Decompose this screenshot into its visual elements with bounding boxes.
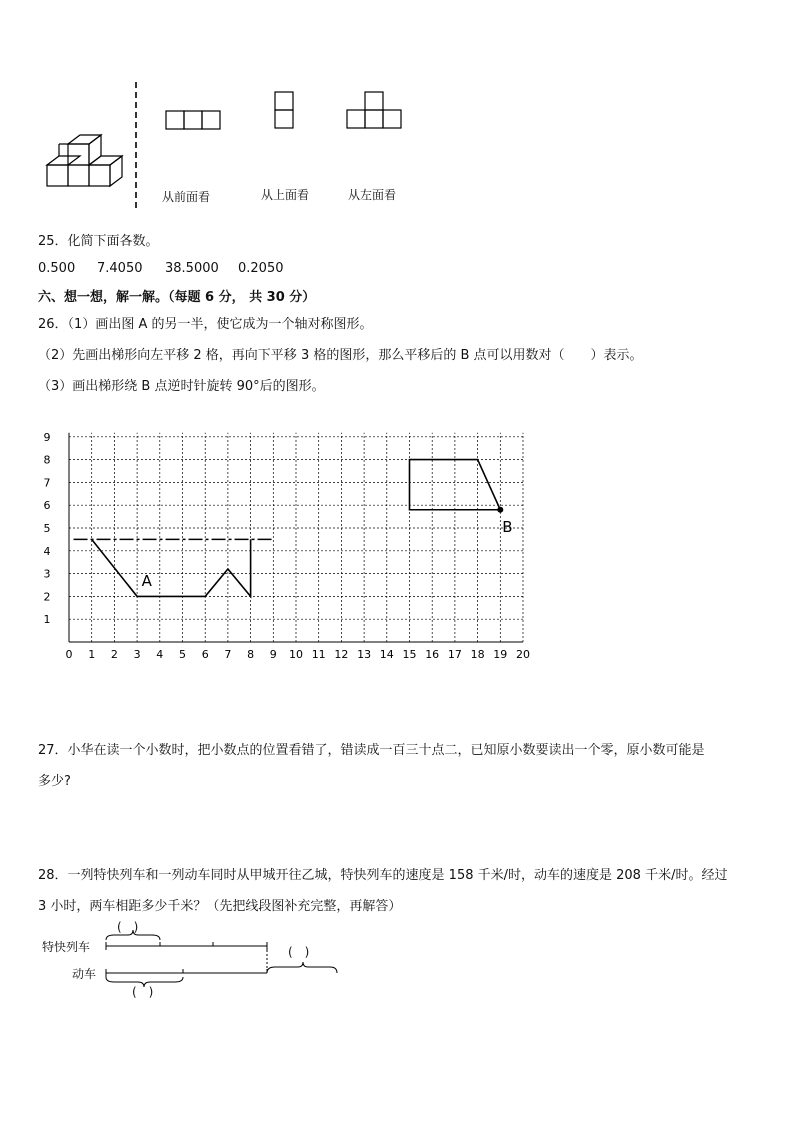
train2-label: 动车 (72, 967, 97, 981)
top-view-label: 从上面看 (261, 188, 310, 202)
y-tick-label: 6 (43, 499, 51, 513)
coordinate-grid (30, 405, 550, 660)
x-tick-label: 1 (88, 648, 96, 660)
x-tick-label: 4 (156, 648, 164, 660)
x-tick-label: 20 (516, 648, 530, 660)
x-tick-label: 0 (65, 648, 73, 660)
q28-line2: 3 小时，两车相距多少千米？（先把线段图补充完整，再解答） (38, 899, 402, 914)
x-tick-label: 7 (224, 648, 232, 660)
q26-line1: 26．（1）画出图 A 的另一半，使它成为一个轴对称图形。 (38, 317, 373, 332)
q28-line1: 28．一列特快列车和一列动车同时从甲城开往乙城，特快列车的速度是 158 千米/时，动车的速度是 208 千米/时。经过 (38, 868, 728, 883)
q25-number-4: 0.2050 (238, 261, 284, 276)
front-view-label: 从前面看 (162, 190, 211, 204)
blank-bracket-bottom: ( ) (132, 985, 154, 999)
y-tick-label: 8 (43, 453, 51, 467)
front-view-figure (165, 110, 223, 136)
point-b-label: B (502, 517, 513, 536)
left-view-label: 从左面看 (348, 188, 397, 202)
x-tick-label: 5 (179, 648, 186, 660)
x-tick-label: 18 (470, 648, 485, 660)
blank-bracket-top: ( ) (117, 920, 139, 934)
cube-stack-figure (40, 125, 130, 195)
x-tick-label: 12 (334, 648, 349, 660)
q26-line2: （2）先画出梯形向左平移 2 格，再向下平移 3 格的图形，那么平移后的 B 点可以用数对（ ）表示。 (38, 348, 643, 363)
dashed-divider (134, 82, 138, 210)
x-tick-label: 13 (357, 648, 372, 660)
x-tick-label: 14 (379, 648, 394, 660)
x-tick-label: 16 (425, 648, 440, 660)
point-b-dot (497, 507, 503, 513)
x-tick-label: 17 (447, 648, 462, 660)
section6-heading: 六、想一想，解一解。（每题 6 分， 共 30 分） (38, 290, 316, 305)
q25-number-2: 7.4050 (97, 261, 143, 276)
q27-line1: 27．小华在读一个小数时，把小数点的位置看错了，错读成一百三十点二，已知原小数要读出一个零，原小数可能是 (38, 743, 705, 758)
x-tick-label: 11 (311, 648, 326, 660)
y-tick-label: 4 (43, 544, 51, 558)
y-tick-label: 9 (43, 430, 51, 444)
x-tick-label: 9 (269, 648, 277, 660)
q27-line2: 多少? (38, 774, 71, 789)
q25-number-1: 0.500 (38, 261, 76, 276)
y-tick-label: 3 (43, 567, 51, 581)
blank-bracket-right: ( ) (288, 945, 310, 959)
x-tick-label: 3 (133, 648, 141, 660)
left-view-figure (346, 91, 404, 135)
q26-line3: （3）画出梯形绕 B 点逆时针旋转 90°后的图形。 (38, 379, 325, 394)
figure-a-label: A (141, 572, 152, 591)
x-tick-label: 15 (402, 648, 417, 660)
y-tick-label: 7 (43, 476, 51, 490)
segment-diagram (38, 915, 358, 1005)
top-view-figure (274, 91, 296, 135)
x-tick-label: 6 (201, 648, 209, 660)
x-tick-label: 10 (289, 648, 303, 660)
y-tick-label: 1 (43, 613, 51, 627)
q25-text: 25．化简下面各数。 (38, 234, 159, 249)
figure-a-shape (92, 539, 251, 596)
y-tick-label: 5 (43, 522, 51, 535)
x-tick-label: 19 (493, 648, 508, 660)
train1-label: 特快列车 (42, 940, 91, 954)
x-tick-label: 8 (247, 648, 255, 660)
y-tick-label: 2 (43, 590, 51, 604)
x-tick-label: 2 (110, 648, 118, 660)
q25-number-3: 38.5000 (165, 261, 219, 276)
